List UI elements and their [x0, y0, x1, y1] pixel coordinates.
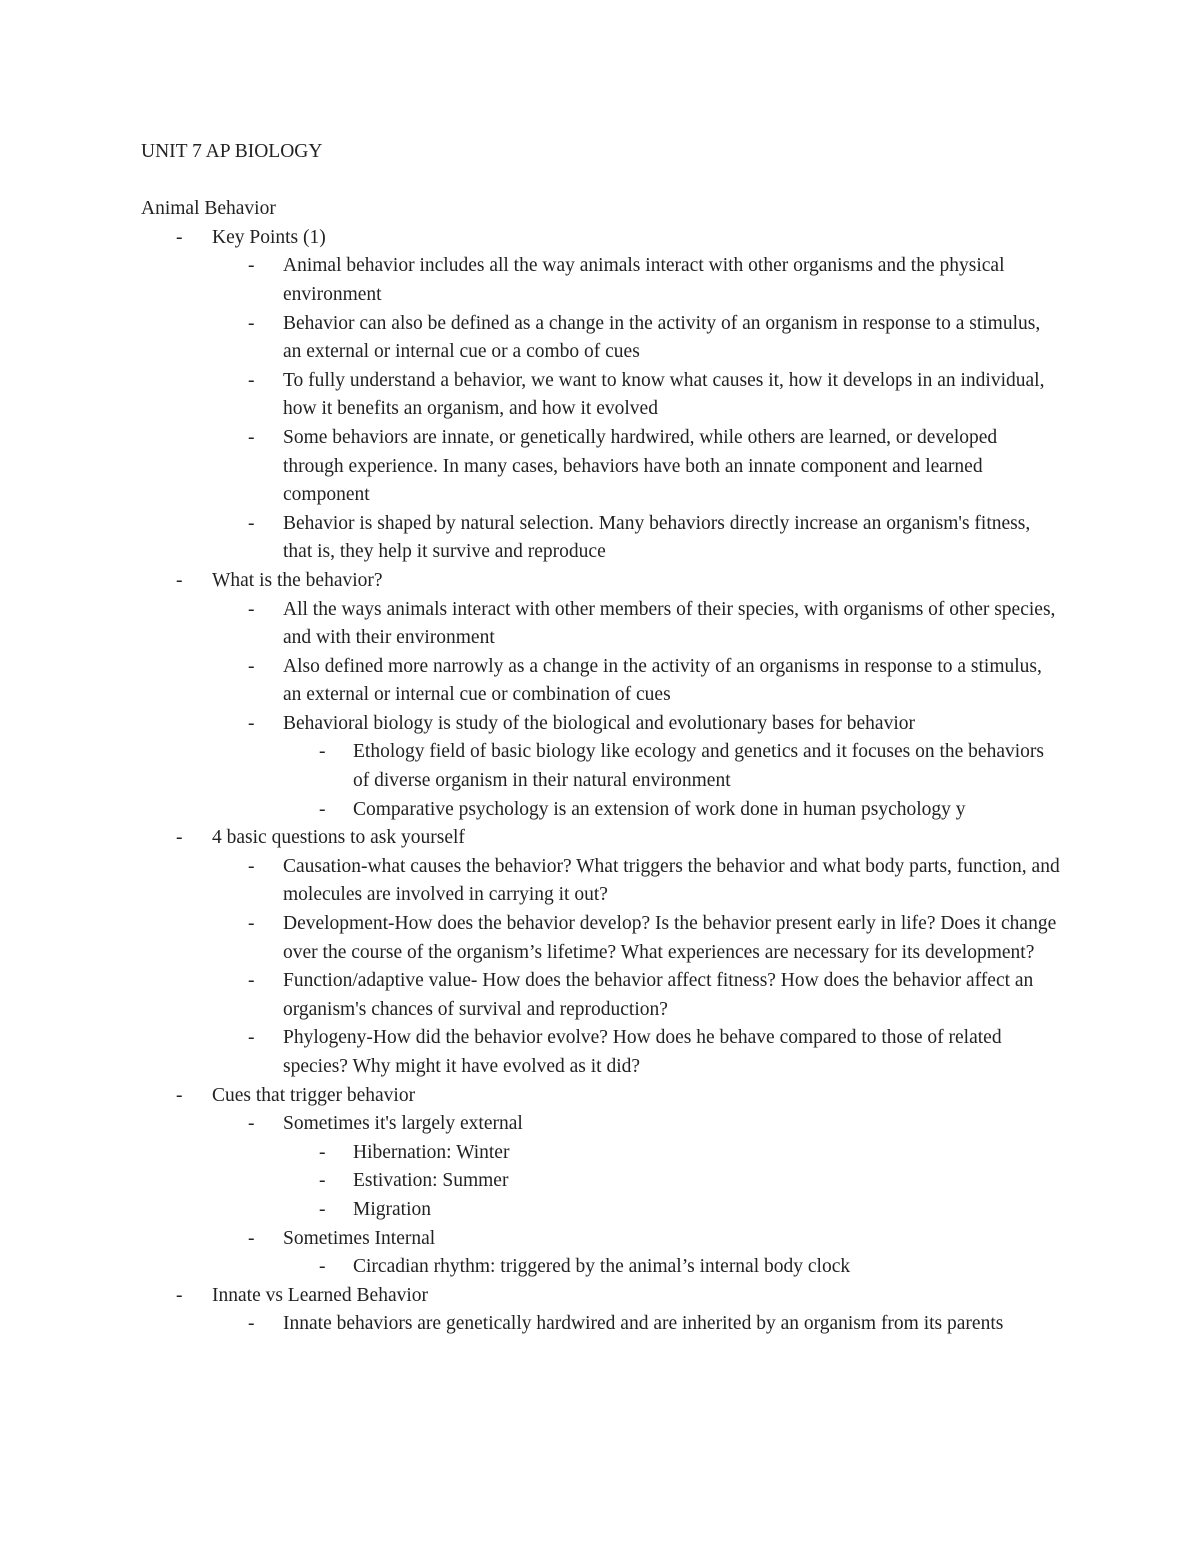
blank-line [141, 167, 1061, 196]
outline-item-text: - Hibernation: Winter [353, 1141, 510, 1163]
outline-item-text: - Causation-what causes the behavior? What triggers the behavior and what body parts, function, and molecules are involved in carrying it out? [283, 855, 1060, 906]
outline-item-text: - Circadian rhythm: triggered by the animal’s internal body clock [353, 1256, 851, 1278]
outline-item-level-1 [141, 824, 1061, 853]
outline-item-text: - Behavioral biology is study of the biological and evolutionary bases for behavior [283, 712, 915, 734]
outline-item-level-1 [141, 224, 1061, 253]
section-heading: Animal Behavior [141, 198, 276, 220]
outline-item-level-2 [141, 252, 1061, 309]
outline-item-text: - Behavior can also be defined as a change in the activity of an organism in response to a stimulus, an external or internal cue or a combo of cues [283, 312, 1041, 363]
outline-item-text: - 4 basic questions to ask yourself [212, 827, 465, 849]
outline-item-level-2 [141, 510, 1061, 567]
outline-item-level-2 [141, 1225, 1061, 1254]
outline-item-level-2 [141, 1110, 1061, 1139]
outline-item-level-2 [141, 967, 1061, 1024]
outline-item-level-3 [141, 796, 1061, 825]
outline-item-text: - What is the behavior? [212, 569, 383, 591]
outline-item-text: - Animal behavior includes all the way animals interact with other organisms and the physical environment [283, 255, 1005, 305]
outline-item-text: - Key Points (1) [212, 226, 326, 248]
outline-item-text: - All the ways animals interact with other members of their species, with organisms of other species, and with their environment [283, 598, 1056, 649]
outline-list [141, 224, 1061, 1339]
outline-item-level-2 [141, 910, 1061, 967]
outline-item-level-2 [141, 424, 1061, 510]
outline-item-level-1 [141, 1082, 1061, 1111]
outline-item-level-1 [141, 1282, 1061, 1311]
outline-item-text: - Ethology field of basic biology like ecology and genetics and it focuses on the behaviors of diverse organism in their natural environment [353, 741, 1044, 792]
document-page [141, 138, 1061, 1339]
outline-item-level-3 [141, 738, 1061, 795]
document-title: UNIT 7 AP BIOLOGY [141, 141, 323, 162]
outline-item-level-2 [141, 853, 1061, 910]
outline-item-level-3 [141, 1167, 1061, 1196]
outline-item-text: - Migration [353, 1198, 431, 1220]
outline-item-text: - Behavior is shaped by natural selection. Many behaviors directly increase an organism's fitness, that is, they help it survive and reproduce [283, 512, 1031, 563]
outline-item-text: - Also defined more narrowly as a change in the activity of an organisms in response to a stimulus, an external or internal cue or combination of cues [283, 655, 1042, 706]
outline-item-level-3 [141, 1139, 1061, 1168]
outline-item-text: - Phylogeny-How did the behavior evolve? How does he behave compared to those of related species? Why might it have evolved as it did? [283, 1027, 1002, 1077]
outline-item-level-2 [141, 710, 1061, 739]
outline-item-text: - Comparative psychology is an extension of work done in human psychology y [353, 798, 966, 820]
outline-item-text: - Function/adaptive value- How does the behavior affect fitness? How does the behavior affect an organism's chances of survival and reproduction? [283, 970, 1034, 1020]
outline-item-level-2 [141, 1310, 1061, 1339]
outline-item-level-2 [141, 1024, 1061, 1081]
outline-item-level-2 [141, 653, 1061, 710]
outline-item-level-2 [141, 310, 1061, 367]
outline-item-level-3 [141, 1253, 1061, 1282]
outline-item-text: - Development-How does the behavior develop? Is the behavior present early in life? Does it change over the course of the organism’s lifetime? What experiences are necessary for its development? [283, 913, 1057, 963]
outline-item-level-3 [141, 1196, 1061, 1225]
outline-item-text: - Some behaviors are innate, or genetically hardwired, while others are learned, or developed through experience. In many cases, behaviors have both an innate component and learned component [283, 426, 998, 506]
outline-item-text: - Cues that trigger behavior [212, 1084, 416, 1106]
outline-item-text: - Innate vs Learned Behavior [212, 1284, 429, 1306]
outline-item-level-1 [141, 567, 1061, 596]
outline-item-text: - Sometimes it's largely external [283, 1113, 523, 1135]
outline-item-level-2 [141, 367, 1061, 424]
outline-item-text: - Innate behaviors are genetically hardwired and are inherited by an organism from its parents [283, 1313, 1004, 1335]
outline-item-text: - Estivation: Summer [353, 1170, 509, 1192]
outline-item-text: - To fully understand a behavior, we want to know what causes it, how it develops in an individual, how it benefits an organism, and how it evolved [283, 369, 1045, 420]
outline-item-text: - Sometimes Internal [283, 1227, 436, 1249]
outline-item-level-2 [141, 596, 1061, 653]
